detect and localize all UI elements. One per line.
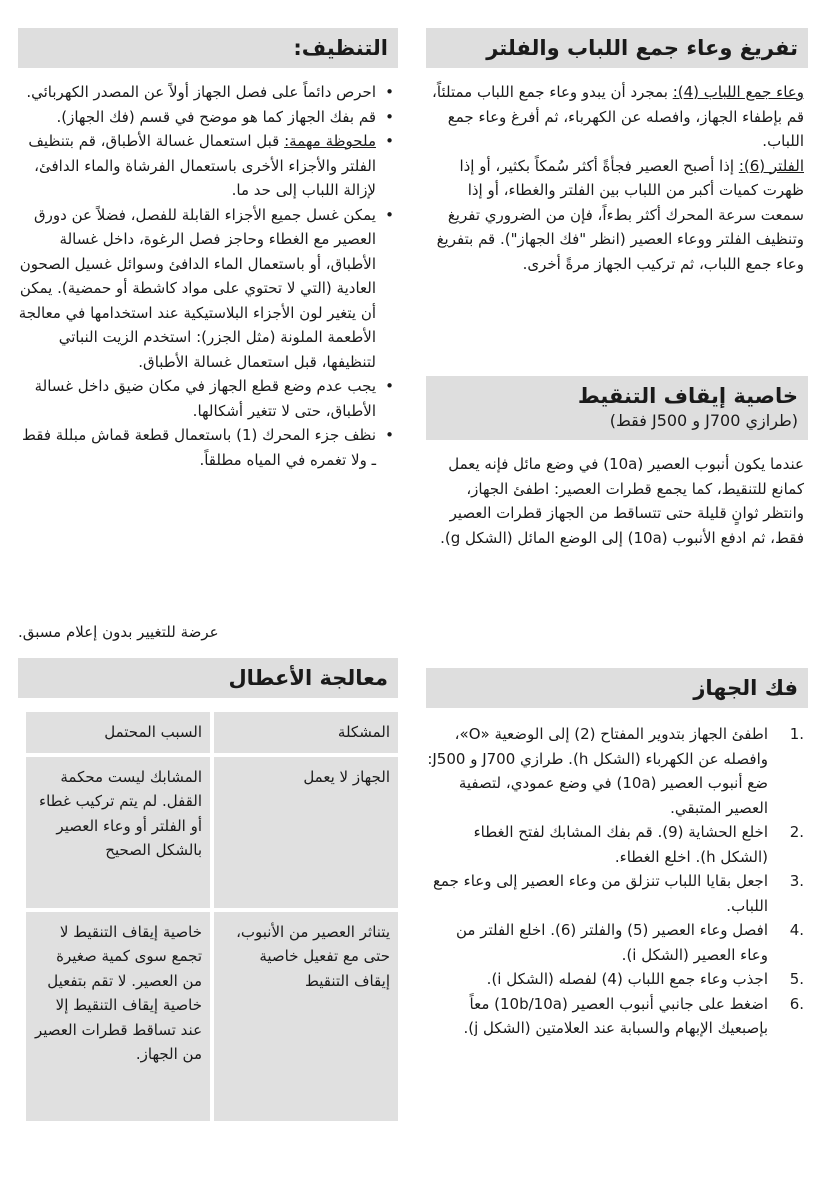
disassembly-step bbox=[426, 722, 808, 820]
filter-text: إذا أصبح العصير فجأةً أكثر سُمكاً بكثير، أو إذا ظهرت كميات أكبر من اللباب بين الفلتر والغطاء، أو إذا سمعت سرعة المحرك أكثر بطءاً، فإن من الضروري تفريغ وتنظيف الفلتر ووعاء العصير (انظر "فك الجهاز"). قم بتفريغ وعاء جمع اللباب، ثم تركيب الجهاز مرةً أخرى. bbox=[436, 156, 804, 273]
cause-cell: المشابك ليست محكمة القفل. لم يتم تركيب غطاء أو الفلتر أو وعاء العصير بالشكل الصحيح bbox=[26, 757, 210, 908]
cleaning-item bbox=[18, 105, 398, 130]
disassembly-steps bbox=[426, 722, 808, 1041]
cleaning-item-text: قم بفك الجهاز كما هو موضح في قسم (فك الجهاز). bbox=[56, 107, 376, 126]
step-number: 2. bbox=[789, 823, 804, 841]
step-number: 1. bbox=[789, 725, 804, 743]
table-header-row bbox=[26, 712, 398, 753]
step-number: 5. bbox=[789, 970, 804, 988]
cleaning-item-text: احرص دائماً على فصل الجهاز أولاً عن المصدر الكهربائي. bbox=[26, 83, 376, 101]
step-text: افصل وعاء العصير (5) والفلتر (6). اخلع الفلتر من وعاء العصير (الشكل i). bbox=[455, 921, 768, 964]
disassembly-title-text: فك الجهاز bbox=[693, 676, 798, 700]
emptying-title bbox=[426, 28, 808, 68]
cleaning-item-text: نظف جزء المحرك (1) باستعمال قطعة قماش مبللة فقط ـ ولا تغمره في المياه مطلقاً. bbox=[22, 426, 376, 469]
pulp-container-paragraph bbox=[426, 80, 808, 154]
pulp-container-label: وعاء جمع اللباب (4): bbox=[672, 83, 804, 101]
cleaning-item bbox=[18, 203, 398, 375]
cleaning-item-text: قبل استعمال غسالة الأطباق، قم بتنظيف الفلتر والأجزاء الأخرى باستعمال الفرشاة والماء الدافئ، لإزالة اللباب إلى حد ما. bbox=[28, 132, 376, 199]
cleaning-title-text: التنظيف: bbox=[293, 36, 388, 60]
step-number: 6. bbox=[789, 994, 804, 1013]
cleaning-item-text: يمكن غسل جميع الأجزاء القابلة للفصل، فضلاً عن دورق العصير مع الغطاء وحاجز فصل الرغوة، داخل غسالة الأطباق، أو باستعمال الماء الدافئ وسوائل غسيل الصحون العادية (التي لا تحتوي على مواد كاشطة أو حمضية). يمكن أن يتغير لون الأجزاء البلاستيكية عند استخدامها في معالجة الأطعمة الملونة (مثل الجزر): استخدم الزيت النباتي لتنظيفها، قبل استعمال غسالة الأطباق. bbox=[18, 205, 376, 371]
cleaning-item bbox=[18, 129, 398, 203]
cleaning-item bbox=[18, 423, 398, 472]
cleaning-title bbox=[18, 28, 398, 68]
left-column bbox=[18, 28, 398, 1063]
disassembly-step bbox=[426, 992, 808, 1041]
step-text: اطفئ الجهاز بتدوير المفتاح (2) إلى الوضعية «O»، وافصله عن الكهرباء (الشكل h). طرازي J700 و J500: ضع أنبوب العصير (10a) في وضع عمودي، لتصفية العصير المتبقي. bbox=[427, 725, 768, 817]
problem-cell: يتناثر العصير من الأنبوب، حتى مع تفعيل خاصية إيقاف التنقيط bbox=[214, 912, 398, 1121]
filter-label: الفلتر (6): bbox=[738, 156, 804, 175]
troubleshooting-table bbox=[22, 708, 402, 1125]
drip-stop-title-text: خاصية إيقاف التنقيط bbox=[577, 384, 798, 408]
important-note-label: ملحوظة مهمة: bbox=[284, 132, 376, 150]
header-cause: السبب المحتمل bbox=[26, 712, 210, 753]
disassembly-step bbox=[426, 918, 808, 967]
disassembly-step bbox=[426, 869, 808, 918]
change-notice: عرضة للتغيير بدون إعلام مسبق. bbox=[18, 623, 219, 641]
cleaning-item-text: يجب عدم وضع قطع الجهاز في مكان ضيق داخل غسالة الأطباق، حتى لا تتغير أشكالها. bbox=[34, 377, 376, 420]
drip-stop-text: عندما يكون أنبوب العصير (10a) في وضع مائل فإنه يعمل كمانع للتنقيط، كما يجمع قطرات العصير: اطفئ الجهاز، وانتظر ثوانٍ قليلة حتى تتساقط من الجهاز قطرات العصير فقط، ثم ادفع الأنبوب (10a) إلى الوضع المائل (الشكل g). bbox=[440, 455, 804, 547]
disassembly-title bbox=[426, 668, 808, 708]
problem-cell: الجهاز لا يعمل bbox=[214, 757, 398, 908]
step-text: اجعل بقايا اللباب تنزلق من وعاء العصير إلى وعاء جمع اللباب. bbox=[432, 872, 768, 915]
step-number: 4. bbox=[789, 921, 804, 939]
disassembly-step bbox=[426, 967, 808, 992]
disassembly-step bbox=[426, 820, 808, 869]
disassembly-section bbox=[426, 668, 808, 1041]
cleaning-section bbox=[18, 28, 398, 472]
filter-paragraph bbox=[426, 154, 808, 277]
troubleshooting-title-text: معالجة الأعطال bbox=[228, 666, 388, 690]
cleaning-list bbox=[18, 80, 398, 472]
cleaning-item bbox=[18, 374, 398, 423]
step-text: اضغط على جانبي أنبوب العصير (10b/10a) معاً بإصبعيك الإبهام والسبابة عند العلامتين (الشكل j). bbox=[463, 994, 768, 1037]
table-row bbox=[26, 757, 398, 908]
table-row bbox=[26, 912, 398, 1121]
pulp-container-text: بمجرد أن يبدو وعاء جمع اللباب ممتلئاً، قم بإطفاء الجهاز، وافصله عن الكهرباء، ثم أفرغ وعاء جمع اللباب. bbox=[432, 83, 804, 150]
drip-stop-subtitle: (طرازي J700 و J500 فقط) bbox=[609, 411, 798, 430]
cause-cell: خاصية إيقاف التنقيط لا تجمع سوى كمية صغيرة من العصير. لا تقم بتفعيل خاصية إيقاف التنقيط إلا عند تساقط قطرات العصير من الجهاز. bbox=[26, 912, 210, 1121]
emptying-section bbox=[426, 28, 808, 276]
emptying-title-text: تفريغ وعاء جمع اللباب والفلتر bbox=[486, 36, 798, 60]
step-number: 3. bbox=[789, 872, 804, 890]
drip-stop-title bbox=[426, 376, 808, 440]
drip-stop-section bbox=[426, 376, 808, 550]
header-problem: المشكلة bbox=[214, 712, 398, 753]
right-column bbox=[426, 28, 808, 1037]
step-text: اجذب وعاء جمع اللباب (4) لفصله (الشكل i). bbox=[486, 970, 768, 988]
troubleshooting-title bbox=[18, 658, 398, 698]
troubleshooting-section bbox=[18, 658, 398, 1125]
cleaning-item bbox=[18, 80, 398, 105]
step-text: اخلع الحشاية (9). قم بفك المشابك لفتح الغطاء (الشكل h). اخلع الغطاء. bbox=[473, 823, 768, 866]
